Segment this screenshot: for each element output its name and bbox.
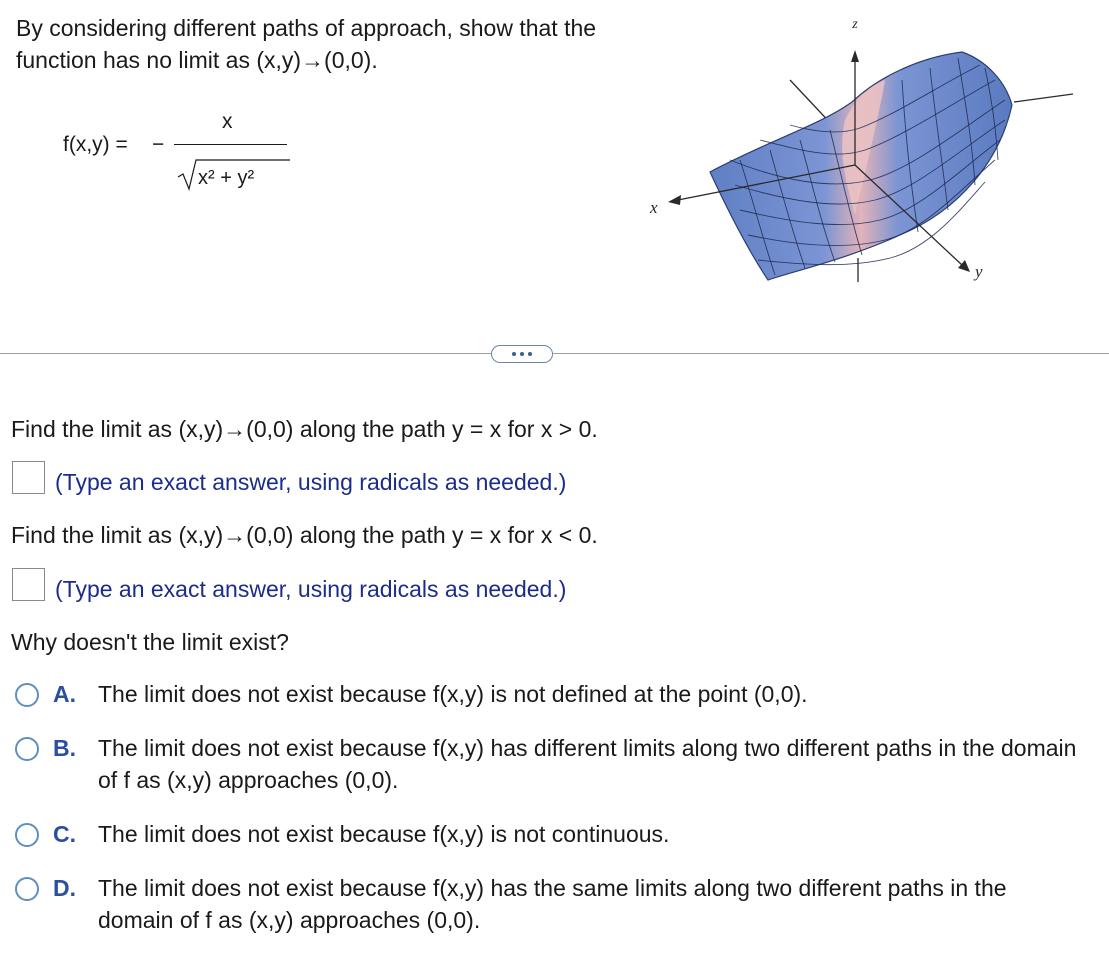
more-dot-icon: [528, 352, 532, 356]
z-axis-arrow-icon: [851, 50, 859, 62]
option-d-text[interactable]: The limit does not exist because f(x,y) has the same limits along two different paths in the domain of f as (x,y) approaches (0,0).: [98, 875, 1007, 933]
fraction-bar: [174, 144, 287, 145]
x-axis-arrow-icon: [668, 195, 681, 205]
option-b-letter: B.: [53, 735, 76, 761]
question-1-prompt: Find the limit as (x,y)→(0,0) along the path y = x for x > 0.: [11, 416, 598, 442]
section-divider: [0, 353, 1109, 354]
function-sign: −: [152, 133, 165, 156]
fraction-numerator: x: [222, 110, 233, 133]
option-b-text[interactable]: The limit does not exist because f(x,y) has different limits along two different paths in the domain of f as (x,y) approaches (0,0).: [98, 735, 1077, 793]
more-dot-icon: [512, 352, 516, 356]
option-b-radio[interactable]: [15, 737, 39, 761]
show-more-button[interactable]: [491, 345, 553, 363]
answer-hint-2: (Type an exact answer, using radicals as needed.): [55, 576, 567, 602]
problem-prompt: By considering different paths of approach, show that the function has no limit as (x,y)→(0,0).: [16, 15, 597, 73]
answer-input-1[interactable]: [12, 461, 45, 494]
z-axis-label: z: [852, 17, 858, 32]
option-c-radio[interactable]: [15, 823, 39, 847]
more-dot-icon: [520, 352, 524, 356]
why-question: Why doesn't the limit exist?: [11, 629, 289, 655]
y-axis-label: y: [975, 262, 983, 281]
x-axis-label: x: [650, 198, 658, 217]
fraction-denominator: [174, 150, 294, 199]
option-a-letter: A.: [53, 681, 76, 707]
y-axis-arrow-icon: [958, 260, 970, 272]
surface-figure: [640, 10, 1080, 300]
option-c-text[interactable]: The limit does not exist because f(x,y) is not continuous.: [98, 821, 670, 847]
function-label: f(x,y) =: [63, 133, 128, 156]
answer-input-2[interactable]: [12, 568, 45, 601]
question-2-prompt: Find the limit as (x,y)→(0,0) along the path y = x for x < 0.: [11, 522, 598, 548]
option-c-letter: C.: [53, 821, 76, 847]
answer-hint-1: (Type an exact answer, using radicals as needed.): [55, 469, 567, 495]
option-d-radio[interactable]: [15, 877, 39, 901]
option-a-radio[interactable]: [15, 683, 39, 707]
denominator-radicand: x² + y²: [198, 167, 255, 189]
option-d-letter: D.: [53, 875, 76, 901]
option-a-text[interactable]: The limit does not exist because f(x,y) is not defined at the point (0,0).: [98, 681, 808, 707]
